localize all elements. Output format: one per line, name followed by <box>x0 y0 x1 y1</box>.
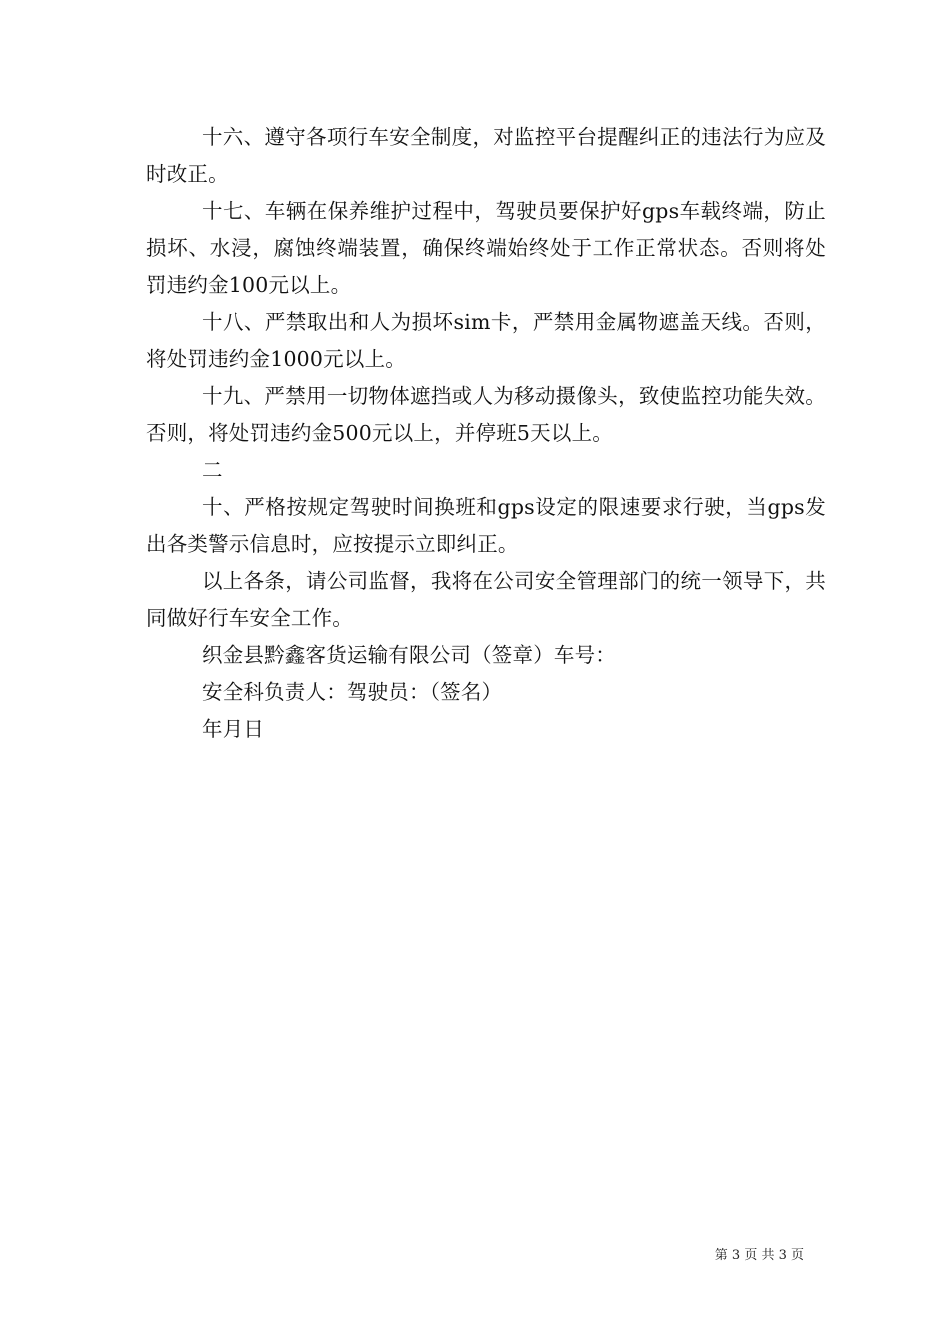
paragraph-rule-19: 十九、严禁用一切物体遮挡或人为移动摄像头，致使监控功能失效。否则，将处罚违约金500元以上，并停班5天以上。 <box>146 384 826 445</box>
company-signature-line: 织金县黔鑫客货运输有限公司（签章）车号： <box>202 643 616 667</box>
paragraph-rule-17: 十七、车辆在保养维护过程中，驾驶员要保护好gps车载终端，防止损坏、水浸，腐蚀终端装置，确保终端始终处于工作正常状态。否则将处罚违约金100元以上。 <box>146 199 826 297</box>
paragraph-number-fragment: 二 <box>202 458 223 482</box>
date-line: 年月日 <box>202 717 265 741</box>
responsible-persons-line: 安全科负责人：驾驶员：（签名） <box>202 680 503 704</box>
paragraph-rule-16: 十六、遵守各项行车安全制度，对监控平台提醒纠正的违法行为应及时改正。 <box>146 125 826 186</box>
document-body <box>146 119 826 748</box>
paragraph-rule-10: 十、严格按规定驾驶时间换班和gps设定的限速要求行驶，当gps发出各类警示信息时，应按提示立即纠正。 <box>146 495 826 556</box>
page-number-footer: 第 3 页 共 3 页 <box>714 1248 804 1263</box>
paragraph-closing-statement: 以上各条，请公司监督，我将在公司安全管理部门的统一领导下，共同做好行车安全工作。 <box>146 569 826 630</box>
paragraph-rule-18: 十八、严禁取出和人为损坏sim卡，严禁用金属物遮盖天线。否则，将处罚违约金1000元以上。 <box>146 310 826 371</box>
